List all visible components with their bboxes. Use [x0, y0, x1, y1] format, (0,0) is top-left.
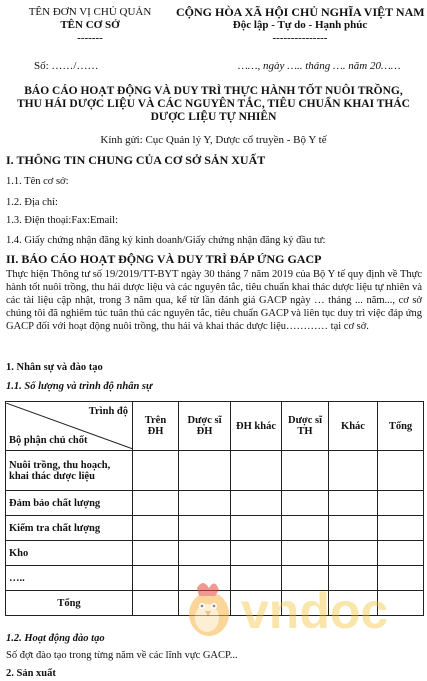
table-cell [231, 451, 282, 491]
vndoc-watermark [183, 578, 413, 640]
table-cell [282, 516, 329, 541]
national-title: CỘNG HÒA XÃ HỘI CHỦ NGHĨA VIỆT NAM [176, 5, 425, 19]
document-number: Số: ……/…… [34, 60, 99, 72]
table-cell [231, 516, 282, 541]
section-2-heading: II. BÁO CÁO HOẠT ĐỘNG VÀ DUY TRÌ ĐÁP ỨNG GACP [6, 252, 322, 266]
table-cell [179, 451, 231, 491]
row-label: Kiểm tra chất lượng [6, 516, 133, 541]
facility-name: TÊN CƠ SỞ [60, 19, 120, 31]
table-cell [133, 491, 179, 516]
table-cell [378, 491, 424, 516]
table-cell [378, 541, 424, 566]
compliance-paragraph: Thực hiện Thông tư số 19/2019/TT-BYT ngày 30 tháng 7 năm 2019 của Bộ Y tế quy định về Thực hành tốt nuôi trồng, thu hái dược liệu và các nguyên tắc, tiêu chuẩn khai thác dược liệu tự nhiên và các tài liệu cập nhật, trong 3 năm qua, kể từ lần đánh giá GACP ngày … tháng ... năm..., cơ sở chúng tôi đã nghiêm túc tuân thủ các nguyên tắc, tiêu chuẩn GACP và liên tục duy trì việc đáp ứng GACP đối với hoạt động nuôi trồng, thu hái và khai thác dược liệu………… tại cơ sở. [6, 269, 422, 332]
row-label: Tổng [6, 591, 133, 616]
column-header: Dược sĩ ĐH [179, 402, 231, 451]
report-title-line1: BÁO CÁO HOẠT ĐỘNG VÀ DUY TRÌ THỰC HÀNH TỐT NUÔI TRỒNG, [24, 85, 403, 97]
national-motto: Độc lập - Tự do - Hạnh phúc [232, 19, 368, 31]
table-cell [133, 591, 179, 616]
corner-top-label: Trình độ [88, 406, 128, 417]
row-label: Kho [6, 541, 133, 566]
table-cell [329, 491, 378, 516]
row-label: ….. [6, 566, 133, 591]
table-row [6, 541, 424, 566]
right-divider: --------------- [272, 32, 328, 44]
corner-bottom-label: Bộ phận chủ chốt [9, 435, 88, 446]
table-cell [133, 541, 179, 566]
facility-name-field: 1.1. Tên cơ sở: [6, 176, 69, 187]
table-cell [231, 491, 282, 516]
row-label: Nuôi trồng, thu hoạch, khai thác dược liệu [6, 451, 133, 491]
contact-field: 1.3. Điện thoại:Fax:Email: [6, 215, 118, 226]
document-date: ……, ngày ….. tháng …. năm 20…… [238, 60, 401, 72]
address-field: 1.2. Địa chỉ: [6, 197, 58, 208]
table-cell [282, 451, 329, 491]
table-header-row [6, 402, 424, 451]
table-cell [329, 516, 378, 541]
report-title-line2: THU HÁI DƯỢC LIỆU VÀ CÁC NGUYÊN TẮC, TIÊU CHUẨN KHAI THÁC [17, 98, 410, 110]
table-row [6, 451, 424, 491]
staff-quantity-heading: 1.1. Số lượng và trình độ nhân sự [6, 381, 153, 392]
table-cell [282, 541, 329, 566]
table-cell [329, 451, 378, 491]
table-cell [329, 541, 378, 566]
row-label: Đảm bảo chất lượng [6, 491, 133, 516]
staff-training-heading: 1. Nhân sự và đào tạo [6, 362, 103, 373]
table-cell [282, 491, 329, 516]
column-header: Trên ĐH [133, 402, 179, 451]
agency-name: TÊN ĐƠN VỊ CHỦ QUẢN [28, 6, 152, 18]
column-header: Dược sĩ TH [282, 402, 329, 451]
corner-header-cell [6, 402, 133, 451]
table-cell [378, 451, 424, 491]
table-cell [378, 516, 424, 541]
column-header: Tổng [378, 402, 424, 451]
recipient-line: Kính gửi: Cục Quản lý Y, Dược cổ truyền - Bộ Y tế [100, 134, 327, 146]
table-cell [133, 516, 179, 541]
section-1-heading: I. THÔNG TIN CHUNG CỦA CƠ SỞ SẢN XUẤT [6, 153, 266, 167]
production-heading: 2. Sản xuất [6, 668, 56, 679]
table-cell [179, 491, 231, 516]
table-row [6, 491, 424, 516]
training-heading: 1.2. Hoạt động đào tạo [6, 633, 105, 644]
training-count-text: Số đợt đào tạo trong từng năm về các lĩnh vực GACP... [6, 650, 238, 661]
license-field: 1.4. Giấy chứng nhận đăng ký kinh doanh/Giấy chứng nhận đăng ký đầu tư: [6, 235, 326, 246]
watermark-text: vndoc [241, 583, 389, 639]
table-row [6, 516, 424, 541]
mascot-icon [189, 583, 229, 636]
table-cell [133, 566, 179, 591]
column-header: Khác [329, 402, 378, 451]
table-cell [133, 451, 179, 491]
left-divider: ------- [77, 32, 103, 44]
table-cell [179, 516, 231, 541]
column-header: ĐH khác [231, 402, 282, 451]
table-cell [231, 541, 282, 566]
report-title-line3: DƯỢC LIỆU TỰ NHIÊN [150, 111, 277, 123]
table-cell [179, 541, 231, 566]
